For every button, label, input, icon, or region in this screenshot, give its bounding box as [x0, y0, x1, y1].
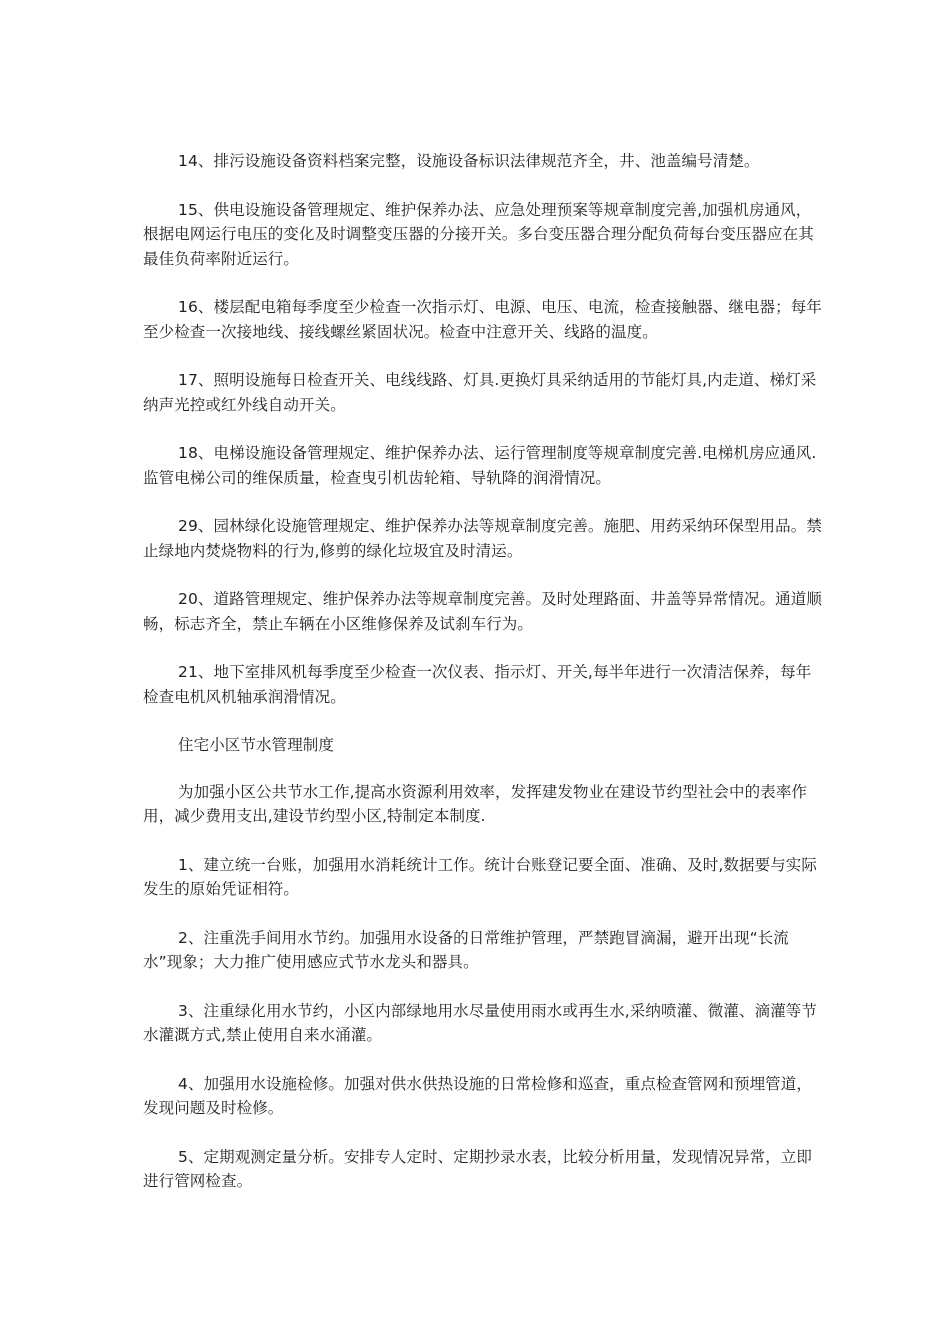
rule-2: 2、注重洗手间用水节约。加强用水设备的日常维护管理，严禁跑冒滴漏，避开出现“长流水”现象；大力推广使用感应式节水龙头和器具。 — [143, 928, 789, 971]
paragraph-21: 21、地下室排风机每季度至少检查一次仪表、指示灯、开关,每半年进行一次清洁保养，每年检查电机风机轴承润滑情况。 — [143, 663, 812, 706]
paragraph-14: 14、排污设施设备资料档案完整，设施设备标识法律规范齐全，井、池盖编号清楚。 — [178, 152, 760, 170]
rule-1: 1、建立统一台账，加强用水消耗统计工作。统计台账登记要全面、准确、及时,数据要与实际发生的原始凭证相符。 — [143, 855, 817, 898]
rule-4: 4、加强用水设施检修。加强对供水供热设施的日常检修和巡查，重点检查管网和预埋管道，发现问题及时检修。 — [143, 1074, 812, 1117]
paragraph-15: 15、供电设施设备管理规定、维护保养办法、应急处理预案等规章制度完善,加强机房通风，根据电网运行电压的变化及时调整变压器的分接开关。多台变压器合理分配负荷每台变压器应在其最佳负荷率附近运行。 — [143, 200, 814, 268]
paragraph-29: 29、园林绿化设施管理规定、维护保养办法等规章制度完善。施肥、用药采纳环保型用品。禁止绿地内焚烧物料的行为,修剪的绿化垃圾宜及时清运。 — [143, 517, 822, 560]
paragraph-20: 20、道路管理规定、维护保养办法等规章制度完善。及时处理路面、井盖等异常情况。通道顺畅，标志齐全，禁止车辆在小区维修保养及试刹车行为。 — [143, 590, 822, 633]
document-body — [143, 149, 823, 1218]
paragraph-18: 18、电梯设施设备管理规定、维护保养办法、运行管理制度等规章制度完善.电梯机房应通风.监管电梯公司的维保质量，检查曳引机齿轮箱、导轨降的润滑情况。 — [143, 444, 817, 487]
section-title: 住宅小区节水管理制度 — [178, 736, 335, 754]
paragraph-16: 16、楼层配电箱每季度至少检查一次指示灯、电源、电压、电流，检查接触器、继电器；每年至少检查一次接地线、接线螺丝紧固状况。检查中注意开关、线路的温度。 — [143, 298, 822, 341]
section-intro: 为加强小区公共节水工作,提高水资源利用效率，发挥建发物业在建设节约型社会中的表率作用，减少费用支出,建设节约型小区,特制定本制度. — [143, 782, 808, 825]
paragraph-17: 17、照明设施每日检查开关、电线线路、灯具.更换灯具采纳适用的节能灯具,内走道、梯灯采纳声光控或红外线自动开关。 — [143, 371, 817, 414]
rule-3: 3、注重绿化用水节约，小区内部绿地用水尽量使用雨水或再生水,采纳喷灌、微灌、滴灌等节水灌溉方式,禁止使用自来水涌灌。 — [143, 1001, 817, 1044]
rule-5: 5、定期观测定量分析。安排专人定时、定期抄录水表，比较分析用量，发现情况异常，立即进行管网检查。 — [143, 1147, 812, 1190]
